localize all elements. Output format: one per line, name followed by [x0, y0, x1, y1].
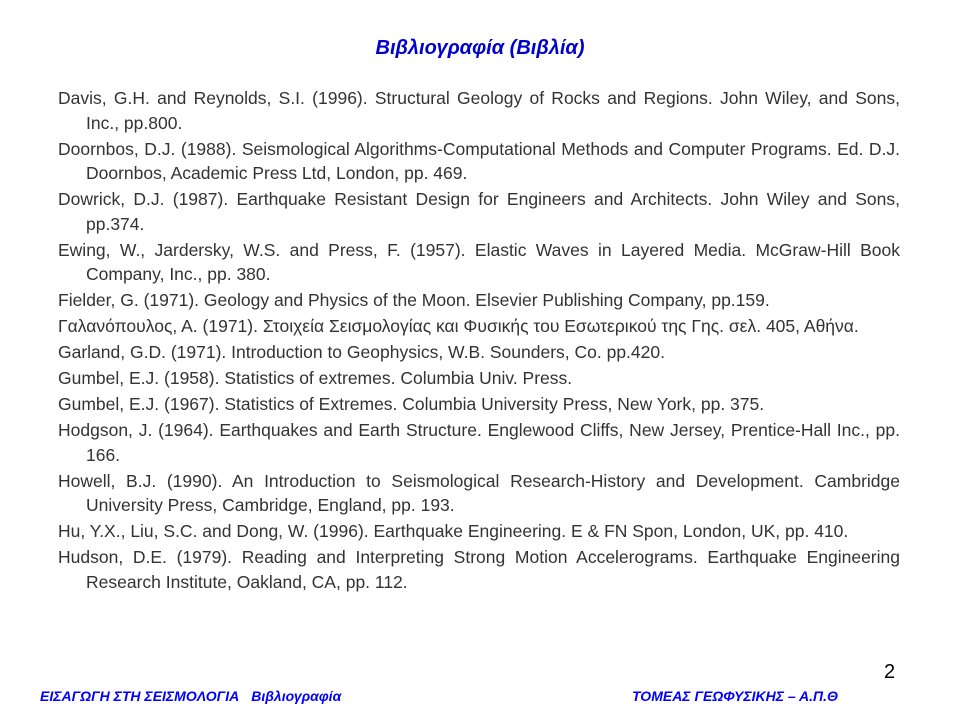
reference-item: Davis, G.H. and Reynolds, S.I. (1996). Structural Geology of Rocks and Regions. John Wiley, and Sons, Inc., pp.800. — [58, 88, 900, 133]
reference-item: Garland, G.D. (1971). Introduction to Geophysics, W.B. Sounders, Co. pp.420. — [58, 342, 665, 362]
reference-item: Doornbos, D.J. (1988). Seismological Algorithms-Computational Methods and Computer Programs. Ed. D.J. Doornbos, Academic Press Ltd, London, pp. 469. — [58, 138, 900, 183]
footer — [0, 683, 960, 709]
footer-department: ΤΟΜΕΑΣ ΓΕΩΦΥΣΙΚΗΣ – Α.Π.Θ — [632, 688, 838, 704]
reference-item: Hodgson, J. (1964). Earthquakes and Earth Structure. Englewood Cliffs, New Jersey, Prentice-Hall Inc., pp. 166. — [58, 420, 900, 465]
reference-item: Gumbel, E.J. (1958). Statistics of extremes. Columbia Univ. Press. — [58, 368, 573, 388]
page-title: Βιβλιογραφία (Βιβλία) — [375, 37, 585, 59]
reference-item: Fielder, G. (1971). Geology and Physics of the Moon. Elsevier Publishing Company, pp.159. — [58, 290, 770, 310]
reference-list — [58, 86, 900, 596]
reference-item: Hudson, D.E. (1979). Reading and Interpreting Strong Motion Accelerograms. Earthquake Engineering Research Institute, Oakland, CA, pp. 112. — [58, 547, 900, 592]
reference-item: Howell, B.J. (1990). An Introduction to Seismological Research-History and Development. Cambridge University Press, Cambridge, England, pp. 193. — [58, 470, 900, 515]
reference-item: Γαλανόπουλος, Α. (1971). Στοιχεία Σεισμολογίας και Φυσικής του Εσωτερικού της Γης. σελ. 405, Αθήνα. — [58, 316, 859, 336]
footer-section-label: Βιβλιογραφία — [251, 688, 342, 704]
footer-course-title: ΕΙΣΑΓΩΓΗ ΣΤΗ ΣΕΙΣΜΟΛΟΓΙΑ — [40, 688, 240, 704]
reference-item: Dowrick, D.J. (1987). Earthquake Resistant Design for Engineers and Architects. John Wiley and Sons, pp.374. — [58, 189, 900, 234]
reference-item: Hu, Y.X., Liu, S.C. and Dong, W. (1996). Earthquake Engineering. E & FN Spon, London, UK, pp. 410. — [58, 521, 849, 541]
footer-left — [40, 683, 341, 709]
reference-item: Gumbel, E.J. (1967). Statistics of Extremes. Columbia University Press, New York, pp. 375. — [58, 394, 765, 414]
page-number: 2 — [884, 661, 896, 683]
reference-item: Ewing, W., Jardersky, W.S. and Press, F. (1957). Elastic Waves in Layered Media. McGraw-Hill Book Company, Inc., pp. 380. — [58, 239, 900, 284]
